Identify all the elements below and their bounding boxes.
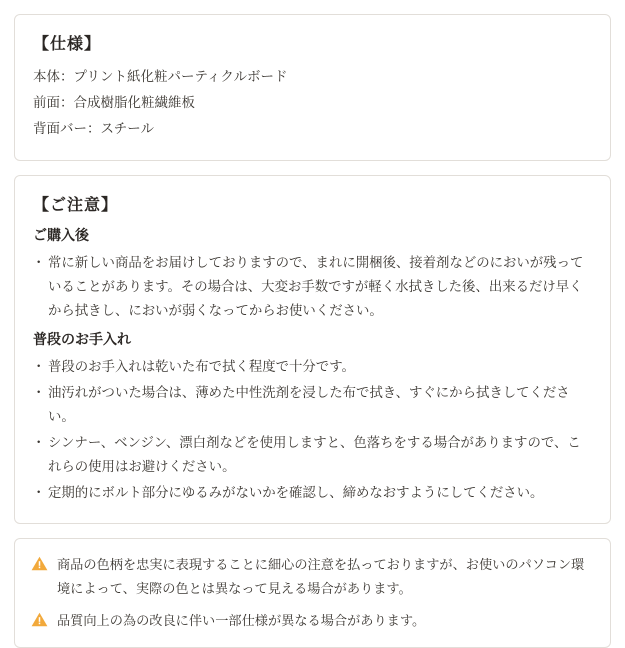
caution-subheading-daily-care: 普段のお手入れ xyxy=(33,331,131,347)
caution-list-after-purchase xyxy=(33,251,592,323)
list-item: ・ シンナー、ベンジン、漂白剤などを使用しますと、色落ちをする場合がありますので、これらの使用はお避けください。 xyxy=(33,431,592,479)
caution-list-daily-care xyxy=(33,355,592,505)
list-item: ・ 普段のお手入れは乾いた布で拭く程度で十分です。 xyxy=(33,355,592,379)
specification-card xyxy=(14,14,611,161)
caution-card xyxy=(14,175,611,524)
spec-line-front: 前面：合成樹脂化粧繊維板 xyxy=(33,95,195,110)
caution-heading: 【ご注意】 xyxy=(33,197,119,214)
disclaimer-text-spec-change: 品質向上の為の改良に伴い一部仕様が異なる場合があります。 xyxy=(57,613,426,628)
warning-triangle-icon xyxy=(31,612,48,632)
disclaimer-row-color xyxy=(31,553,594,601)
disclaimer-row-spec-change xyxy=(31,609,594,633)
caution-subheading-after-purchase: ご購入後 xyxy=(33,227,89,243)
warning-triangle-icon xyxy=(31,556,48,576)
spec-line-body: 本体：プリント紙化粧パーティクルボード xyxy=(33,69,288,84)
list-item: ・ 常に新しい商品をお届けしておりますので、まれに開梱後、接着剤などのにおいが残っていることがあります。その場合は、大変お手数ですが軽く水拭きした後、出来るだけ早くから拭きし、においが弱くなってからお使いください。 xyxy=(33,251,592,323)
disclaimer-card xyxy=(14,538,611,648)
spec-line-back-bar: 背面バー：スチール xyxy=(33,121,154,136)
list-item: ・ 定期的にボルト部分にゆるみがないかを確認し、締めなおすようにしてください。 xyxy=(33,481,592,505)
list-item: ・ 油汚れがついた場合は、薄めた中性洗剤を浸した布で拭き、すぐにから拭きしてください。 xyxy=(33,381,592,429)
specification-heading: 【仕様】 xyxy=(33,36,102,53)
disclaimer-text-color: 商品の色柄を忠実に表現することに細心の注意を払っておりますが、お使いのパソコン環境によって、実際の色とは異なって見える場合があります。 xyxy=(57,557,585,596)
